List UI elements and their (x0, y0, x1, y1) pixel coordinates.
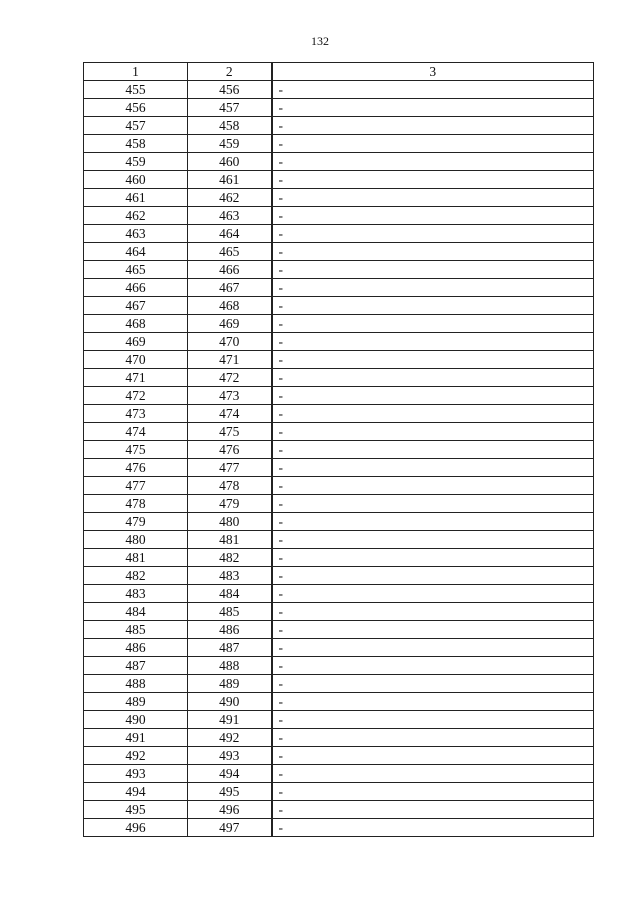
table-cell-col-1: 466 (84, 279, 188, 297)
table-cell-col-3: - (272, 639, 594, 657)
table-cell-col-1: 469 (84, 333, 188, 351)
table-cell-col-2: 468 (188, 297, 272, 315)
table-row (84, 333, 594, 351)
table-cell-col-2: 460 (188, 153, 272, 171)
table-cell-col-2: 474 (188, 405, 272, 423)
table-cell-col-1: 464 (84, 243, 188, 261)
table-cell-col-3: - (272, 729, 594, 747)
table-cell-col-2: 475 (188, 423, 272, 441)
table-cell-col-2: 490 (188, 693, 272, 711)
table-row (84, 369, 594, 387)
table-cell-col-1: 471 (84, 369, 188, 387)
table-cell-col-3: - (272, 387, 594, 405)
table-cell-col-2: 476 (188, 441, 272, 459)
table-cell-col-1: 482 (84, 567, 188, 585)
table-cell-col-2: 469 (188, 315, 272, 333)
table-row (84, 81, 594, 99)
table-cell-col-3: - (272, 477, 594, 495)
table-cell-col-2: 483 (188, 567, 272, 585)
table-cell-col-3: - (272, 261, 594, 279)
table-cell-col-1: 486 (84, 639, 188, 657)
table-cell-col-3: - (272, 495, 594, 513)
table-row (84, 801, 594, 819)
table-row (84, 243, 594, 261)
table-cell-col-1: 472 (84, 387, 188, 405)
table-header (84, 63, 594, 81)
table-cell-col-3: - (272, 693, 594, 711)
table-cell-col-1: 477 (84, 477, 188, 495)
table-cell-col-3: - (272, 243, 594, 261)
table-row (84, 819, 594, 837)
table-cell-col-2: 456 (188, 81, 272, 99)
table-cell-col-3: - (272, 279, 594, 297)
table-cell-col-1: 457 (84, 117, 188, 135)
table-cell-col-2: 462 (188, 189, 272, 207)
table-cell-col-3: - (272, 801, 594, 819)
table-cell-col-3: - (272, 459, 594, 477)
table-row (84, 603, 594, 621)
table-cell-col-1: 495 (84, 801, 188, 819)
table-cell-col-3: - (272, 369, 594, 387)
table-cell-col-2: 489 (188, 675, 272, 693)
table-cell-col-2: 491 (188, 711, 272, 729)
table-row (84, 675, 594, 693)
table-cell-col-2: 496 (188, 801, 272, 819)
table-cell-col-3: - (272, 189, 594, 207)
table-cell-col-2: 485 (188, 603, 272, 621)
table-cell-col-1: 487 (84, 657, 188, 675)
table-row (84, 441, 594, 459)
table-cell-col-2: 461 (188, 171, 272, 189)
table-cell-col-2: 465 (188, 243, 272, 261)
table-row (84, 783, 594, 801)
table-row (84, 747, 594, 765)
table-cell-col-3: - (272, 513, 594, 531)
table-cell-col-1: 478 (84, 495, 188, 513)
table-cell-col-1: 481 (84, 549, 188, 567)
table-cell-col-3: - (272, 567, 594, 585)
table-row (84, 225, 594, 243)
table-cell-col-1: 489 (84, 693, 188, 711)
table-cell-col-1: 494 (84, 783, 188, 801)
table-cell-col-3: - (272, 171, 594, 189)
table-row (84, 135, 594, 153)
column-header-1: 1 (84, 63, 188, 81)
table-cell-col-1: 475 (84, 441, 188, 459)
table-row (84, 117, 594, 135)
table-cell-col-1: 460 (84, 171, 188, 189)
table-cell-col-1: 467 (84, 297, 188, 315)
table-cell-col-3: - (272, 423, 594, 441)
table-cell-col-2: 492 (188, 729, 272, 747)
page-number: 132 (311, 34, 329, 48)
header-row (84, 63, 594, 81)
table-row (84, 261, 594, 279)
table-cell-col-2: 482 (188, 549, 272, 567)
table-cell-col-2: 488 (188, 657, 272, 675)
table-cell-col-2: 493 (188, 747, 272, 765)
table-cell-col-3: - (272, 657, 594, 675)
table-row (84, 711, 594, 729)
table-row (84, 279, 594, 297)
table-row (84, 387, 594, 405)
table-row (84, 693, 594, 711)
table-row (84, 585, 594, 603)
table-body (84, 81, 594, 837)
table-cell-col-3: - (272, 585, 594, 603)
table-row (84, 315, 594, 333)
table-cell-col-2: 466 (188, 261, 272, 279)
table-cell-col-1: 473 (84, 405, 188, 423)
table-cell-col-3: - (272, 711, 594, 729)
table-cell-col-2: 495 (188, 783, 272, 801)
table-cell-col-3: - (272, 675, 594, 693)
table-row (84, 639, 594, 657)
table-cell-col-3: - (272, 81, 594, 99)
table-cell-col-3: - (272, 783, 594, 801)
table-cell-col-2: 480 (188, 513, 272, 531)
table-cell-col-2: 459 (188, 135, 272, 153)
table-cell-col-2: 473 (188, 387, 272, 405)
table-cell-col-1: 476 (84, 459, 188, 477)
table-cell-col-2: 457 (188, 99, 272, 117)
table-cell-col-3: - (272, 441, 594, 459)
table-row (84, 495, 594, 513)
table-cell-col-2: 477 (188, 459, 272, 477)
table-row (84, 513, 594, 531)
table-row (84, 459, 594, 477)
table-cell-col-1: 496 (84, 819, 188, 837)
table-cell-col-1: 493 (84, 765, 188, 783)
table-cell-col-3: - (272, 621, 594, 639)
table-cell-col-1: 474 (84, 423, 188, 441)
table-cell-col-2: 463 (188, 207, 272, 225)
table-row (84, 765, 594, 783)
table-row (84, 153, 594, 171)
table-cell-col-1: 456 (84, 99, 188, 117)
table-cell-col-1: 455 (84, 81, 188, 99)
table-cell-col-2: 486 (188, 621, 272, 639)
table-cell-col-2: 487 (188, 639, 272, 657)
table-cell-col-1: 458 (84, 135, 188, 153)
table-row (84, 657, 594, 675)
table-cell-col-2: 478 (188, 477, 272, 495)
table-cell-col-2: 464 (188, 225, 272, 243)
table-cell-col-3: - (272, 405, 594, 423)
column-header-3: 3 (272, 63, 594, 81)
column-header-2: 2 (188, 63, 272, 81)
table-cell-col-1: 470 (84, 351, 188, 369)
table-cell-col-3: - (272, 117, 594, 135)
table-cell-col-1: 479 (84, 513, 188, 531)
data-table (83, 62, 594, 837)
table-cell-col-1: 468 (84, 315, 188, 333)
table-row (84, 423, 594, 441)
table-row (84, 171, 594, 189)
table-row (84, 351, 594, 369)
table-cell-col-2: 481 (188, 531, 272, 549)
table-cell-col-2: 494 (188, 765, 272, 783)
table-cell-col-3: - (272, 207, 594, 225)
table-row (84, 729, 594, 747)
table-cell-col-3: - (272, 351, 594, 369)
table-cell-col-3: - (272, 315, 594, 333)
table-row (84, 405, 594, 423)
table-row (84, 99, 594, 117)
table-cell-col-1: 485 (84, 621, 188, 639)
table-cell-col-1: 491 (84, 729, 188, 747)
table-cell-col-3: - (272, 603, 594, 621)
table-cell-col-2: 471 (188, 351, 272, 369)
table-cell-col-1: 465 (84, 261, 188, 279)
table-cell-col-2: 497 (188, 819, 272, 837)
table-cell-col-1: 462 (84, 207, 188, 225)
data-table-container (83, 62, 593, 837)
table-cell-col-1: 461 (84, 189, 188, 207)
table-cell-col-1: 463 (84, 225, 188, 243)
table-row (84, 531, 594, 549)
table-row (84, 549, 594, 567)
table-cell-col-1: 459 (84, 153, 188, 171)
table-cell-col-3: - (272, 531, 594, 549)
table-row (84, 189, 594, 207)
table-cell-col-1: 488 (84, 675, 188, 693)
table-cell-col-3: - (272, 333, 594, 351)
table-cell-col-1: 483 (84, 585, 188, 603)
table-row (84, 567, 594, 585)
table-cell-col-1: 492 (84, 747, 188, 765)
table-cell-col-1: 484 (84, 603, 188, 621)
table-cell-col-3: - (272, 153, 594, 171)
table-row (84, 297, 594, 315)
table-cell-col-3: - (272, 819, 594, 837)
table-row (84, 207, 594, 225)
table-cell-col-2: 479 (188, 495, 272, 513)
table-cell-col-3: - (272, 765, 594, 783)
table-cell-col-3: - (272, 225, 594, 243)
table-cell-col-3: - (272, 297, 594, 315)
table-cell-col-1: 490 (84, 711, 188, 729)
table-cell-col-1: 480 (84, 531, 188, 549)
table-cell-col-2: 484 (188, 585, 272, 603)
table-row (84, 477, 594, 495)
table-cell-col-3: - (272, 135, 594, 153)
table-cell-col-2: 472 (188, 369, 272, 387)
table-cell-col-2: 470 (188, 333, 272, 351)
table-cell-col-3: - (272, 549, 594, 567)
table-row (84, 621, 594, 639)
table-cell-col-2: 467 (188, 279, 272, 297)
table-cell-col-3: - (272, 747, 594, 765)
table-cell-col-2: 458 (188, 117, 272, 135)
table-cell-col-3: - (272, 99, 594, 117)
